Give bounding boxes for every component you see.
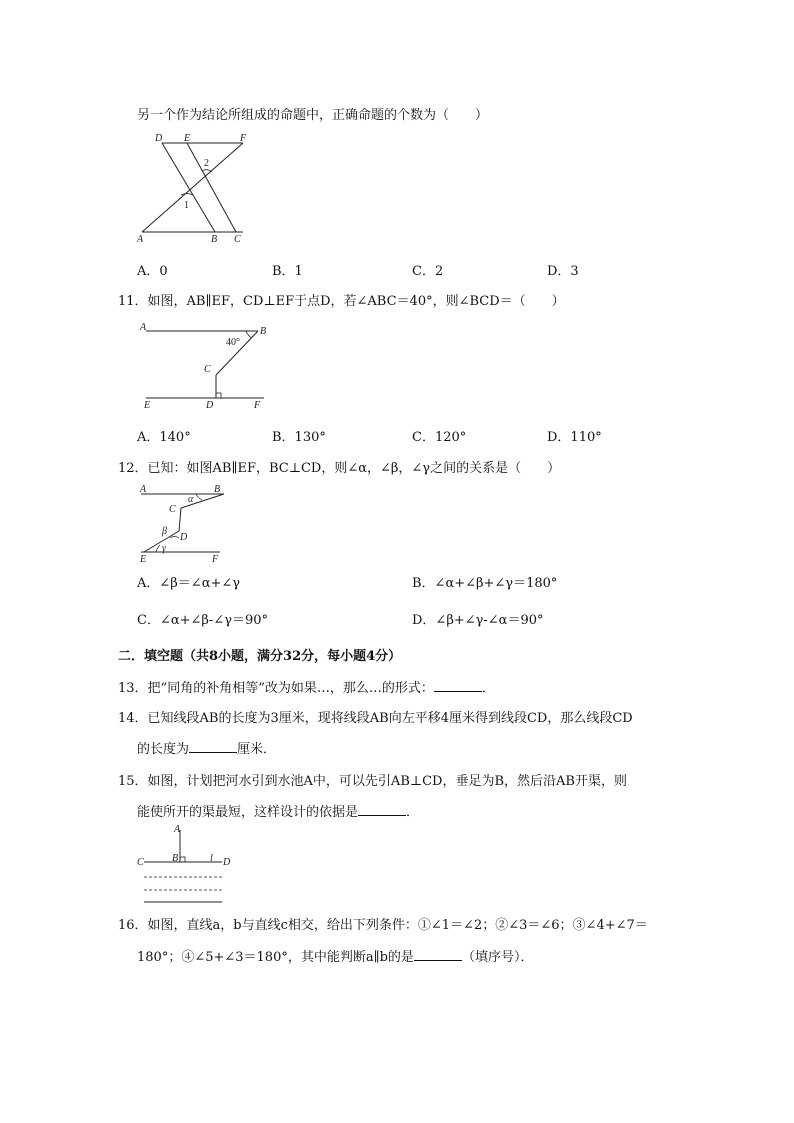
q10-label-c: C xyxy=(234,234,241,245)
q11-label-d: D xyxy=(206,400,214,410)
q11-label-a: A xyxy=(140,322,147,333)
q10-label-d: D xyxy=(155,133,163,144)
q16-text-b: （填序号）． xyxy=(461,950,534,965)
q12-label-f: F xyxy=(212,554,219,565)
q13-line xyxy=(118,677,495,696)
q11-label-angle: 40° xyxy=(226,337,240,348)
q10-option-c[interactable]: C．2 xyxy=(412,264,444,279)
q11-option-a[interactable]: A．140° xyxy=(137,430,191,445)
q16-answer-blank[interactable] xyxy=(414,949,462,961)
q12-label-b: B xyxy=(214,484,221,495)
q10-label-e: E xyxy=(184,133,191,144)
q15-figure xyxy=(134,822,234,908)
q15-text-a: 能使所开的渠最短，这样设计的依据是 xyxy=(137,805,359,820)
q10-label-f: F xyxy=(240,133,247,144)
q10-label-2: 2 xyxy=(204,158,209,169)
q15-line2 xyxy=(137,801,419,820)
q13-text-b: ． xyxy=(481,681,495,696)
q10-label-a: A xyxy=(137,234,144,245)
q11-label-f: F xyxy=(254,400,261,410)
q10-figure xyxy=(130,128,260,248)
q16-text-a: 180°；④∠5+∠3＝180°，其中能判断a∥b的是 xyxy=(137,950,414,965)
q10-option-d[interactable]: D．3 xyxy=(547,264,579,279)
q12-stem: 12．已知：如图AB∥EF，BC⊥CD，则∠α，∠β，∠γ之间的关系是（ ） xyxy=(118,461,561,476)
q12-label-d: D xyxy=(180,532,188,543)
q15-line1: 15．如图，计划把河水引到水池A中，可以先引AB⊥CD，垂足为B，然后沿AB开渠，则 xyxy=(118,774,627,789)
q10-stem: 另一个作为结论所组成的命题中，正确命题的个数为（ ） xyxy=(137,108,489,123)
q12-option-a[interactable]: A．∠β＝∠α+∠γ xyxy=(137,576,241,591)
q12-label-beta: β xyxy=(162,526,167,537)
q16-line1: 16．如图，直线a，b与直线c相交，给出下列条件：①∠1＝∠2；②∠3＝∠6；③∠4+∠7＝ xyxy=(118,918,648,933)
q12-label-c: C xyxy=(169,504,176,515)
q12-label-a: A xyxy=(140,484,147,495)
q11-figure xyxy=(136,318,276,410)
q15-answer-blank[interactable] xyxy=(358,804,406,816)
q11-option-b[interactable]: B．130° xyxy=(272,430,326,445)
q10-label-1: 1 xyxy=(184,200,189,211)
q11-label-e: E xyxy=(144,400,151,410)
q12-figure xyxy=(136,480,246,568)
q11-option-d[interactable]: D．110° xyxy=(547,430,602,445)
q15-label-b: B xyxy=(172,853,179,864)
q11-label-b: B xyxy=(260,326,267,337)
q13-text-a: 13．把“同角的补角相等”改为如果…，那么…的形式： xyxy=(118,681,434,696)
q15-label-l: l xyxy=(210,853,213,864)
q10-label-b: B xyxy=(211,234,218,245)
q12-label-e: E xyxy=(140,554,147,565)
q14-answer-blank[interactable] xyxy=(189,741,237,753)
q15-label-c: C xyxy=(137,857,144,868)
section-2-title: 二．填空题（共8小题，满分32分，每小题4分） xyxy=(118,649,402,664)
q10-option-a[interactable]: A．0 xyxy=(137,264,168,279)
q14-text-a: 的长度为 xyxy=(137,742,190,757)
q14-text-b: 厘米． xyxy=(237,742,277,757)
q14-line2 xyxy=(137,738,276,757)
q11-option-c[interactable]: C．120° xyxy=(412,430,467,445)
q12-option-d[interactable]: D．∠β+∠γ-∠α＝90° xyxy=(412,613,544,628)
q12-option-c[interactable]: C．∠α+∠β-∠γ＝90° xyxy=(137,613,269,628)
q15-label-d: D xyxy=(223,857,231,868)
q11-label-c: C xyxy=(204,364,211,375)
q10-option-b[interactable]: B．1 xyxy=(272,264,303,279)
q12-label-gamma: γ xyxy=(162,543,166,554)
q12-label-alpha: α xyxy=(188,494,194,505)
q15-text-b: ． xyxy=(406,805,420,820)
q16-line2 xyxy=(137,946,533,965)
q12-option-b[interactable]: B．∠α+∠β+∠γ＝180° xyxy=(412,576,558,591)
q13-answer-blank[interactable] xyxy=(434,680,482,692)
q11-stem: 11．如图，AB∥EF，CD⊥EF于点D，若∠ABC＝40°，则∠BCD＝（ ） xyxy=(118,294,565,309)
q14-line1: 14．已知线段AB的长度为3厘米，现将线段AB向左平移4厘米得到线段CD，那么线段CD xyxy=(118,711,633,726)
q15-label-a: A xyxy=(174,824,181,835)
